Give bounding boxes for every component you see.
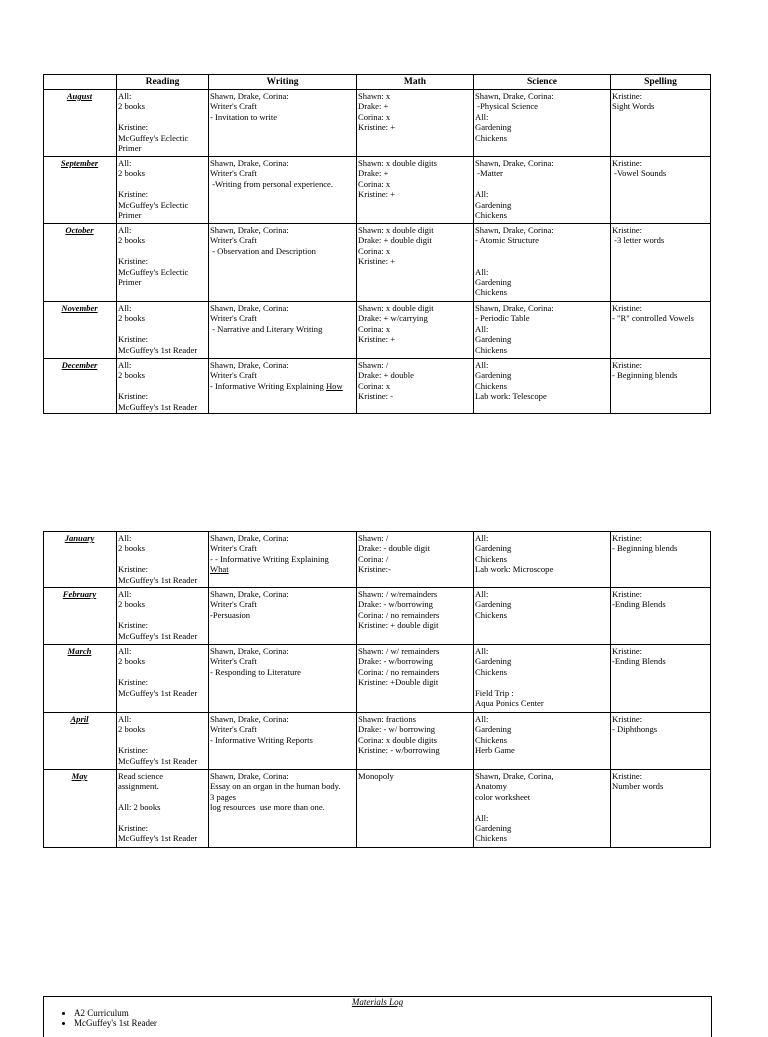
reading-line: McGuffey's 1st Reader [118, 574, 198, 585]
reading-cell [117, 645, 209, 713]
reading-line: All: [118, 91, 132, 101]
reading-line: Primer [118, 210, 142, 221]
month-label: January [44, 532, 117, 588]
writing-line: Shawn, Drake, Corina: [210, 714, 289, 724]
reading-line: 2 books [118, 599, 145, 610]
science-line: Chickens [475, 833, 507, 844]
reading-line: Kristine: [118, 122, 149, 133]
science-line: Gardening [475, 823, 512, 834]
writing-line: Writer's Craft [210, 168, 257, 179]
writing-line: - - Informative Writing Explaining [210, 553, 329, 564]
spelling-line: -Ending Blends [612, 599, 666, 610]
reading-line [118, 381, 206, 391]
writing-line: Shawn, Drake, Corina: [210, 589, 289, 599]
writing-line: Shawn, Drake, Corina: [210, 771, 289, 781]
reading-line: 2 books [118, 724, 145, 735]
writing-line: Shawn, Drake, Corina: [210, 533, 289, 543]
header-science: Science [474, 75, 611, 90]
science-line [475, 179, 608, 189]
spelling-line: Kristine: [612, 91, 643, 101]
spelling-cell [611, 532, 711, 588]
science-line: - Periodic Table [475, 313, 530, 324]
writing-line: Writer's Craft [210, 235, 257, 246]
math-line: Kristine:- [358, 564, 391, 575]
science-line: Herb Game [475, 745, 515, 756]
math-line: Drake: + [358, 168, 389, 179]
science-line: Gardening [475, 599, 512, 610]
science-line: Chickens [475, 380, 507, 391]
math-line: Shawn: x double digit [358, 225, 434, 235]
science-line: - Atomic Structure [475, 235, 539, 246]
science-line [475, 256, 608, 266]
math-cell [357, 713, 474, 770]
math-cell [357, 532, 474, 588]
writing-line: - Observation and Description [210, 245, 316, 256]
reading-line: All: 2 books [118, 802, 161, 813]
reading-cell [117, 302, 209, 359]
spelling-line: - Diphthongs [612, 724, 658, 735]
spelling-line: -Vowel Sounds [612, 168, 667, 179]
science-line: Lab work: Microscope [475, 564, 554, 575]
month-row [44, 224, 711, 302]
spelling-line: - "R" controlled Vowels [612, 313, 694, 324]
reading-line: 2 books [118, 101, 145, 112]
math-cell [357, 770, 474, 848]
reading-line: Kristine: [118, 620, 149, 631]
writing-line: Shawn, Drake, Corina: [210, 646, 289, 656]
science-line [475, 246, 608, 256]
reading-line [118, 324, 206, 334]
writing-cell [209, 302, 357, 359]
writing-line: Shawn, Drake, Corina: [210, 303, 289, 313]
reading-line: McGuffey's 1st Reader [118, 687, 198, 698]
materials-item: • McGuffey's 1st Reader [74, 1018, 711, 1029]
science-line [475, 802, 608, 812]
writing-line: Essay on an organ in the human body. [210, 781, 341, 792]
month-label: August [44, 90, 117, 157]
writing-line: Writer's Craft [210, 101, 257, 112]
underlined-word: How [325, 380, 343, 391]
reading-line: All: [118, 303, 132, 313]
math-line: Corina: x [358, 111, 391, 122]
reading-cell [117, 359, 209, 414]
science-line: Gardening [475, 724, 512, 735]
spelling-cell [611, 588, 711, 645]
science-line: Field Trip : [475, 687, 514, 698]
math-line: Drake: + [358, 101, 389, 112]
writing-line: - Narrative and Literary Writing [210, 323, 323, 334]
spelling-line: Kristine: [612, 533, 643, 543]
math-cell [357, 588, 474, 645]
reading-line: 2 books [118, 543, 145, 554]
math-line: Corina: x double digits [358, 734, 438, 745]
writing-cell [209, 645, 357, 713]
reading-cell [117, 588, 209, 645]
math-line: Drake: - w/borrowing [358, 599, 433, 610]
month-row [44, 645, 711, 713]
science-line: All: [475, 533, 489, 543]
math-line: Corina: x [358, 178, 391, 189]
math-cell [357, 224, 474, 302]
writing-line: Writer's Craft [210, 724, 257, 735]
writing-cell [209, 713, 357, 770]
science-line: Shawn, Drake, Corina: [475, 225, 554, 235]
writing-line: Shawn, Drake, Corina: [210, 91, 289, 101]
math-line: Drake: + w/carrying [358, 313, 428, 324]
reading-cell [117, 224, 209, 302]
spelling-cell [611, 770, 711, 848]
reading-line: 2 books [118, 168, 145, 179]
header-spelling: Spelling [611, 75, 711, 90]
reading-line: Kristine: [118, 189, 149, 200]
math-line: Corina: / [358, 553, 389, 564]
science-line: Shawn, Drake, Corina: [475, 158, 554, 168]
writing-line: Shawn, Drake, Corina: [210, 158, 289, 168]
science-line: -Physical Science [475, 101, 539, 112]
curriculum-table-fall [43, 74, 711, 414]
math-line: Drake: + double [358, 370, 414, 381]
math-cell [357, 645, 474, 713]
science-line: All: [475, 812, 489, 823]
reading-line: All: [118, 360, 132, 370]
spelling-line: Sight Words [612, 101, 655, 112]
spelling-line: Kristine: [612, 714, 643, 724]
spelling-line: Kristine: [612, 589, 643, 599]
reading-line [118, 246, 206, 256]
math-line: Kristine: + [358, 256, 396, 267]
month-row [44, 532, 711, 588]
math-cell [357, 359, 474, 414]
reading-line [118, 554, 206, 564]
writing-line: - Invitation to write [210, 111, 278, 122]
spelling-cell [611, 224, 711, 302]
reading-line: Kristine: [118, 745, 149, 756]
science-line: All: [475, 360, 489, 370]
science-line: Gardening [475, 543, 512, 554]
reading-line: McGuffey's 1st Reader [118, 833, 198, 844]
reading-line: All: [118, 589, 132, 599]
reading-line [118, 667, 206, 677]
reading-line: All: [118, 225, 132, 235]
math-cell [357, 157, 474, 224]
month-label: February [44, 588, 117, 645]
reading-cell [117, 713, 209, 770]
materials-list [44, 1008, 711, 1029]
math-line: Kristine: + [358, 122, 396, 133]
science-line: Aqua Ponics Center [475, 698, 544, 709]
writing-line: log resources use more than one. [210, 802, 325, 813]
reading-line [118, 792, 206, 802]
month-row [44, 770, 711, 848]
month-row [44, 359, 711, 414]
science-line: All: [475, 646, 489, 656]
writing-line: - Informative Writing Reports [210, 734, 313, 745]
header-row [44, 75, 711, 90]
science-line: Chickens [475, 210, 507, 221]
math-line: Kristine: + [358, 189, 396, 200]
reading-line: 2 books [118, 313, 145, 324]
math-line: Drake: - double digit [358, 543, 430, 554]
science-line: color worksheet [475, 791, 531, 802]
reading-line: McGuffey's Eclectic [118, 266, 189, 277]
math-line: Corina: x [358, 323, 391, 334]
science-line: Shawn, Drake, Corina: [475, 303, 554, 313]
science-line: Gardening [475, 334, 512, 345]
month-label: April [44, 713, 117, 770]
reading-line: Primer [118, 143, 142, 154]
materials-log [43, 996, 712, 1037]
month-row [44, 302, 711, 359]
science-cell [474, 770, 611, 848]
writing-line: - Informative Writing Explaining How [210, 380, 343, 391]
reading-line: McGuffey's 1st Reader [118, 344, 198, 355]
spelling-line: Kristine: [612, 771, 643, 781]
writing-cell [209, 157, 357, 224]
science-line: All: [475, 714, 489, 724]
reading-cell [117, 157, 209, 224]
month-row [44, 157, 711, 224]
math-line: Shawn: / w/ remainders [358, 646, 440, 656]
math-line: Shawn: x double digit [358, 303, 434, 313]
spelling-cell [611, 302, 711, 359]
science-line: Lab work: Telescope [475, 391, 547, 402]
math-line: Shawn: fractions [358, 714, 416, 724]
science-line: Gardening [475, 370, 512, 381]
reading-line: Kristine: [118, 256, 149, 267]
math-line: Shawn: / w/remainders [358, 589, 438, 599]
reading-line: McGuffey's Eclectic [118, 132, 189, 143]
math-line: Shawn: / [358, 360, 389, 370]
math-line: Corina: x [358, 245, 391, 256]
spelling-cell [611, 359, 711, 414]
reading-line: Kristine: [118, 564, 149, 575]
science-line: Chickens [475, 666, 507, 677]
spelling-line: Kristine: [612, 303, 643, 313]
science-line: All: [475, 323, 489, 334]
spelling-cell [611, 90, 711, 157]
spelling-line: Kristine: [612, 360, 643, 370]
reading-line: Read science [118, 771, 164, 781]
science-cell [474, 90, 611, 157]
materials-log-title: Materials Log [351, 997, 404, 1007]
science-line: Anatomy [475, 781, 507, 792]
reading-line: All: [118, 533, 132, 543]
reading-line: McGuffey's 1st Reader [118, 401, 198, 412]
reading-line: McGuffey's Eclectic [118, 199, 189, 210]
spelling-line: Number words [612, 781, 664, 792]
science-cell [474, 645, 611, 713]
science-line: Chickens [475, 287, 507, 298]
month-row [44, 588, 711, 645]
spelling-line: - Beginning blends [612, 543, 678, 554]
science-line: Gardening [475, 656, 512, 667]
spelling-cell [611, 645, 711, 713]
science-line: All: [475, 111, 489, 122]
writing-line: - Responding to Literature [210, 666, 301, 677]
reading-line: All: [118, 714, 132, 724]
science-line: Chickens [475, 132, 507, 143]
month-label: December [44, 359, 117, 414]
spelling-line: Kristine: [612, 646, 643, 656]
science-line [475, 677, 608, 687]
reading-line: Kristine: [118, 677, 149, 688]
math-line: Kristine: + [358, 334, 396, 345]
month-label: September [44, 157, 117, 224]
science-line: Gardening [475, 122, 512, 133]
math-line: Kristine: +Double digit [358, 677, 439, 688]
writing-line: Shawn, Drake, Corina: [210, 225, 289, 235]
spelling-line: -3 letter words [612, 235, 665, 246]
materials-item: • A2 Curriculum [74, 1008, 711, 1019]
math-line: Kristine: + double digit [358, 620, 439, 631]
math-line: Kristine: - [358, 391, 394, 402]
science-line: All: [475, 589, 489, 599]
month-row [44, 713, 711, 770]
math-line: Kristine: - w/borrowing [358, 745, 440, 756]
writing-line: Writer's Craft [210, 370, 257, 381]
header-math: Math [357, 75, 474, 90]
reading-line [118, 735, 206, 745]
science-line: Chickens [475, 344, 507, 355]
science-line: Shawn, Drake, Corina: [475, 91, 554, 101]
writing-line: Writer's Craft [210, 313, 257, 324]
writing-cell [209, 532, 357, 588]
reading-cell [117, 90, 209, 157]
reading-line: 2 books [118, 656, 145, 667]
reading-line: Kristine: [118, 334, 149, 345]
writing-cell [209, 770, 357, 848]
spelling-line: - Beginning blends [612, 370, 678, 381]
header-reading: Reading [117, 75, 209, 90]
science-cell [474, 302, 611, 359]
math-line: Drake: + double digit [358, 235, 432, 246]
reading-line [118, 813, 206, 823]
science-cell [474, 588, 611, 645]
science-line: Chickens [475, 734, 507, 745]
writing-line: -Persuasion [210, 609, 251, 620]
reading-line [118, 179, 206, 189]
header-blank [44, 75, 117, 90]
writing-cell [209, 588, 357, 645]
math-line: Shawn: x double digits [358, 158, 438, 168]
math-line: Shawn: / [358, 533, 389, 543]
writing-cell [209, 224, 357, 302]
writing-cell [209, 359, 357, 414]
reading-line: Kristine: [118, 823, 149, 833]
month-label: October [44, 224, 117, 302]
science-cell [474, 532, 611, 588]
science-line: Gardening [475, 277, 512, 287]
science-line: All: [475, 189, 489, 200]
month-row [44, 90, 711, 157]
reading-line: 2 books [118, 235, 145, 246]
science-line: -Matter [475, 168, 503, 179]
writing-line: Writer's Craft [210, 599, 257, 610]
writing-line: Writer's Craft [210, 656, 257, 667]
spelling-line: -Ending Blends [612, 656, 666, 667]
reading-cell [117, 770, 209, 848]
math-line: Drake: - w/ borrowing [358, 724, 436, 735]
header-writing: Writing [209, 75, 357, 90]
math-cell [357, 90, 474, 157]
science-cell [474, 359, 611, 414]
reading-line: All: [118, 158, 132, 168]
science-line: Chickens [475, 553, 507, 564]
writing-line: Shawn, Drake, Corina: [210, 360, 289, 370]
science-line: Gardening [475, 199, 512, 210]
writing-line: 3 pages [210, 791, 237, 802]
science-line: Chickens [475, 609, 507, 620]
spelling-line: Kristine: [612, 158, 643, 168]
reading-line: Kristine: [118, 391, 149, 402]
spelling-line: Kristine: [612, 225, 643, 235]
math-line: Drake: - w/borrowing [358, 656, 433, 667]
science-cell [474, 157, 611, 224]
curriculum-table-spring [43, 531, 711, 848]
reading-line: assignment. [118, 781, 159, 792]
reading-line: McGuffey's 1st Reader [118, 755, 198, 766]
spelling-cell [611, 713, 711, 770]
month-label: May [44, 770, 117, 848]
math-line: Corina: / no remainders [358, 666, 440, 677]
math-line: Monopoly [358, 771, 394, 781]
writing-line: Writer's Craft [210, 543, 257, 554]
science-cell [474, 713, 611, 770]
month-label: March [44, 645, 117, 713]
reading-line [118, 112, 206, 122]
spelling-cell [611, 157, 711, 224]
science-line: All: [475, 266, 489, 277]
writing-line: What [210, 564, 229, 575]
science-line: Shawn, Drake, Corina, [475, 771, 554, 781]
reading-line: Primer [118, 277, 142, 288]
math-cell [357, 302, 474, 359]
science-cell [474, 224, 611, 302]
writing-cell [209, 90, 357, 157]
reading-line: McGuffey's 1st Reader [118, 630, 198, 641]
math-line: Shawn: x [358, 91, 391, 101]
math-line: Corina: / no remainders [358, 609, 440, 620]
month-label: November [44, 302, 117, 359]
reading-line: 2 books [118, 370, 145, 381]
math-line: Corina: x [358, 380, 391, 391]
reading-line [118, 610, 206, 620]
reading-cell [117, 532, 209, 588]
writing-line: -Writing from personal experience. [210, 178, 334, 189]
reading-line: All: [118, 646, 132, 656]
